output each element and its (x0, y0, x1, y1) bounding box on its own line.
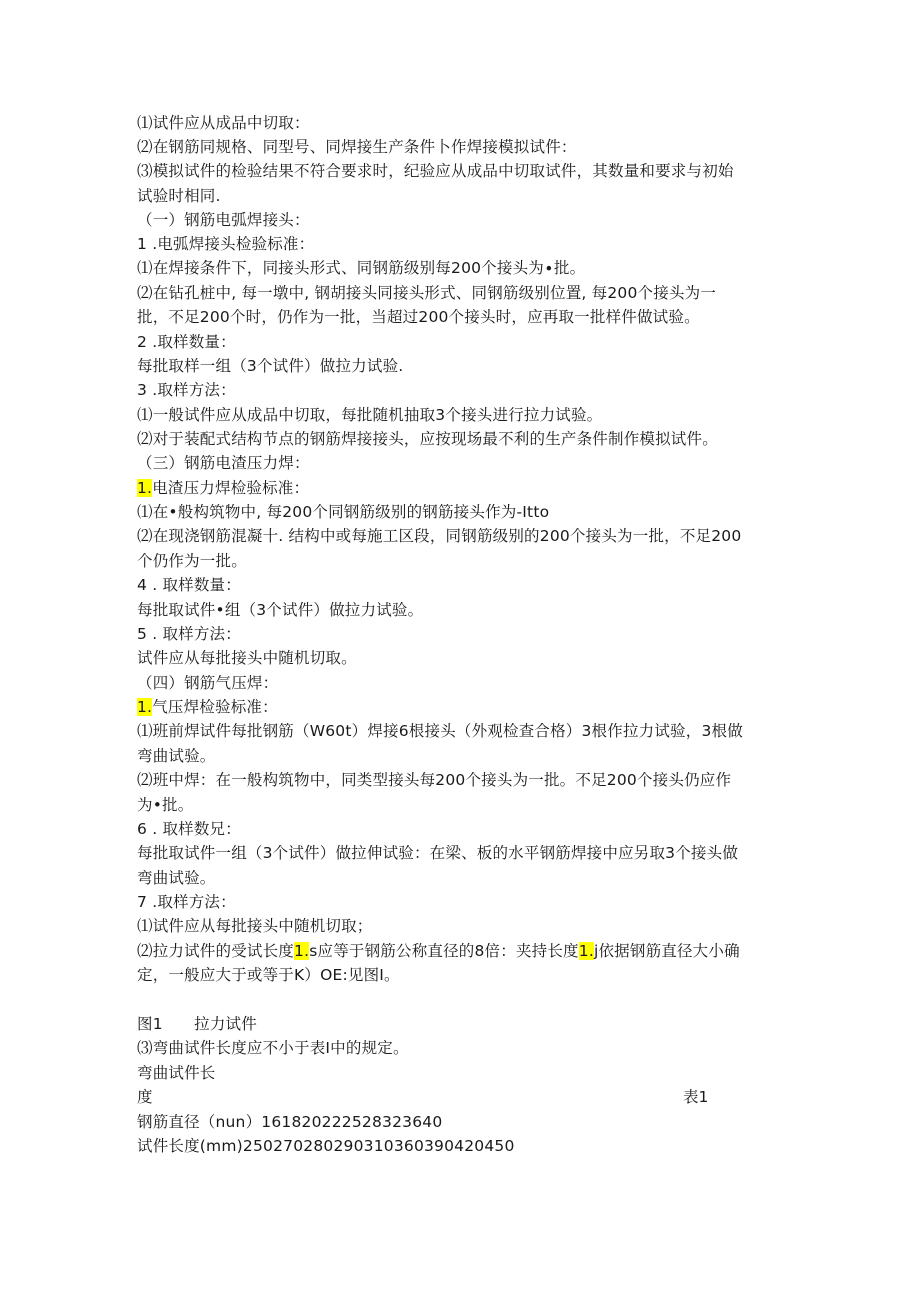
text-line: 试验时相同. (137, 187, 221, 205)
text-line: 为•批。 (137, 796, 194, 814)
text-line: 2 .取样数量： (137, 333, 236, 351)
highlight: 1. (137, 479, 153, 497)
text-line: 每批取试件一组（3个试件）做拉伸试验：在梁、板的水平钢筋焊接中应另取3个接头做 (137, 844, 739, 862)
text-line: ⑶弯曲试件长度应不小于表I中的规定。 (137, 1039, 409, 1057)
text-line: 1.气压焊检验标准： (137, 698, 278, 716)
text-line: ⑵班中焊：在一般构筑物中，同类型接头每200个接头为一批。不足200个接头仍应作 (137, 771, 732, 789)
text-line: ⑴在•般构筑物中, 每200个同钢筋级别的钢筋接头作为-Itto (137, 503, 550, 521)
text-line: 7 .取样方法： (137, 893, 236, 911)
text-line: 3 .取样方法： (137, 381, 236, 399)
text-line: 个仍作为一批。 (137, 552, 247, 570)
section-heading: （四）钢筋气压焊： (137, 674, 279, 692)
text-line: ⑶模拟试件的检验结果不符合要求时，纪验应从成品中切取试件，其数量和要求与初始 (137, 162, 734, 180)
table-label: 表1 (683, 1088, 709, 1106)
text-line: 弯曲试验。 (137, 747, 216, 765)
highlight: 1. (137, 698, 153, 716)
text-line: 定，一般应大于或等于K）OE:见图I。 (137, 966, 400, 984)
text-line: 批，不足200个时，仍作为一批，当超过200个接头时，应再取一批样件做试验。 (137, 308, 700, 326)
text-line: 弯曲试验。 (137, 869, 216, 887)
text-line: ⑴班前焊试件每批钢筋（W60t）焊接6根接头（外观检查合格）3根作拉力试验，3根做 (137, 722, 743, 740)
text-line: 1.电渣压力焊检验标准： (137, 479, 310, 497)
highlight: 1. (294, 942, 310, 960)
text-line: 试件应从每批接头中随机切取。 (137, 649, 357, 667)
text-line: ⑵在钢筋同规格、同型号、同焊接生产条件卜作焊接模拟试件： (137, 138, 577, 156)
table-row: 钢筋直径（nun）161820222528323640 (137, 1113, 443, 1131)
text-line: ⑴试件应从每批接头中随机切取； (137, 917, 373, 935)
figure-caption: 图1 拉力试件 (137, 1015, 257, 1033)
text-line: ⑴一般试件应从成品中切取，每批随机抽取3个接头进行拉力试验。 (137, 406, 603, 424)
text-line: ⑴试件应从成品中切取： (137, 114, 310, 132)
text-line: ⑵在现浇钢筋混凝十. 结构中或每施工区段，同钢筋级别的200个接头为一批，不足200 (137, 527, 742, 545)
table-title: 度 (137, 1088, 153, 1106)
text-line: ⑴在焊接条件下，同接头形式、同钢筋级别每200个接头为∙批。 (137, 259, 586, 277)
text-line: 5 . 取样方法： (137, 625, 241, 643)
table-row: 试件长度(mm)250270280290310360390420450 (137, 1137, 515, 1155)
text-line: 4 . 取样数量： (137, 576, 241, 594)
highlight: 1. (578, 942, 594, 960)
text-line: 1 .电弧焊接头检验标准： (137, 235, 315, 253)
table-title: 弯曲试件长 (137, 1064, 216, 1082)
text-line: ⑵在钻孔桩中, 每一墩中, 钢胡接头同接头形式、同钢筋级别位置, 每200个接头为一 (137, 284, 717, 302)
section-heading: （一）钢筋电弧焊接头： (137, 211, 310, 229)
text-line: ⑵对于装配式结构节点的钢筋焊接接头，应按现场最不利的生产条件制作模拟试件。 (137, 430, 718, 448)
section-heading: （三）钢筋电渣压力焊： (137, 454, 310, 472)
text-line: 每批取样一组（3个试件）做拉力试验. (137, 357, 404, 375)
text-line: ⑵拉力试件的受试长度1.s应等于钢筋公称直径的8倍：夹持长度1.j依据钢筋直径大小确 (137, 942, 740, 960)
text-line: 每批取试件•组（3个试件）做拉力试验。 (137, 601, 424, 619)
text-line: 6 . 取样数兄： (137, 820, 241, 838)
